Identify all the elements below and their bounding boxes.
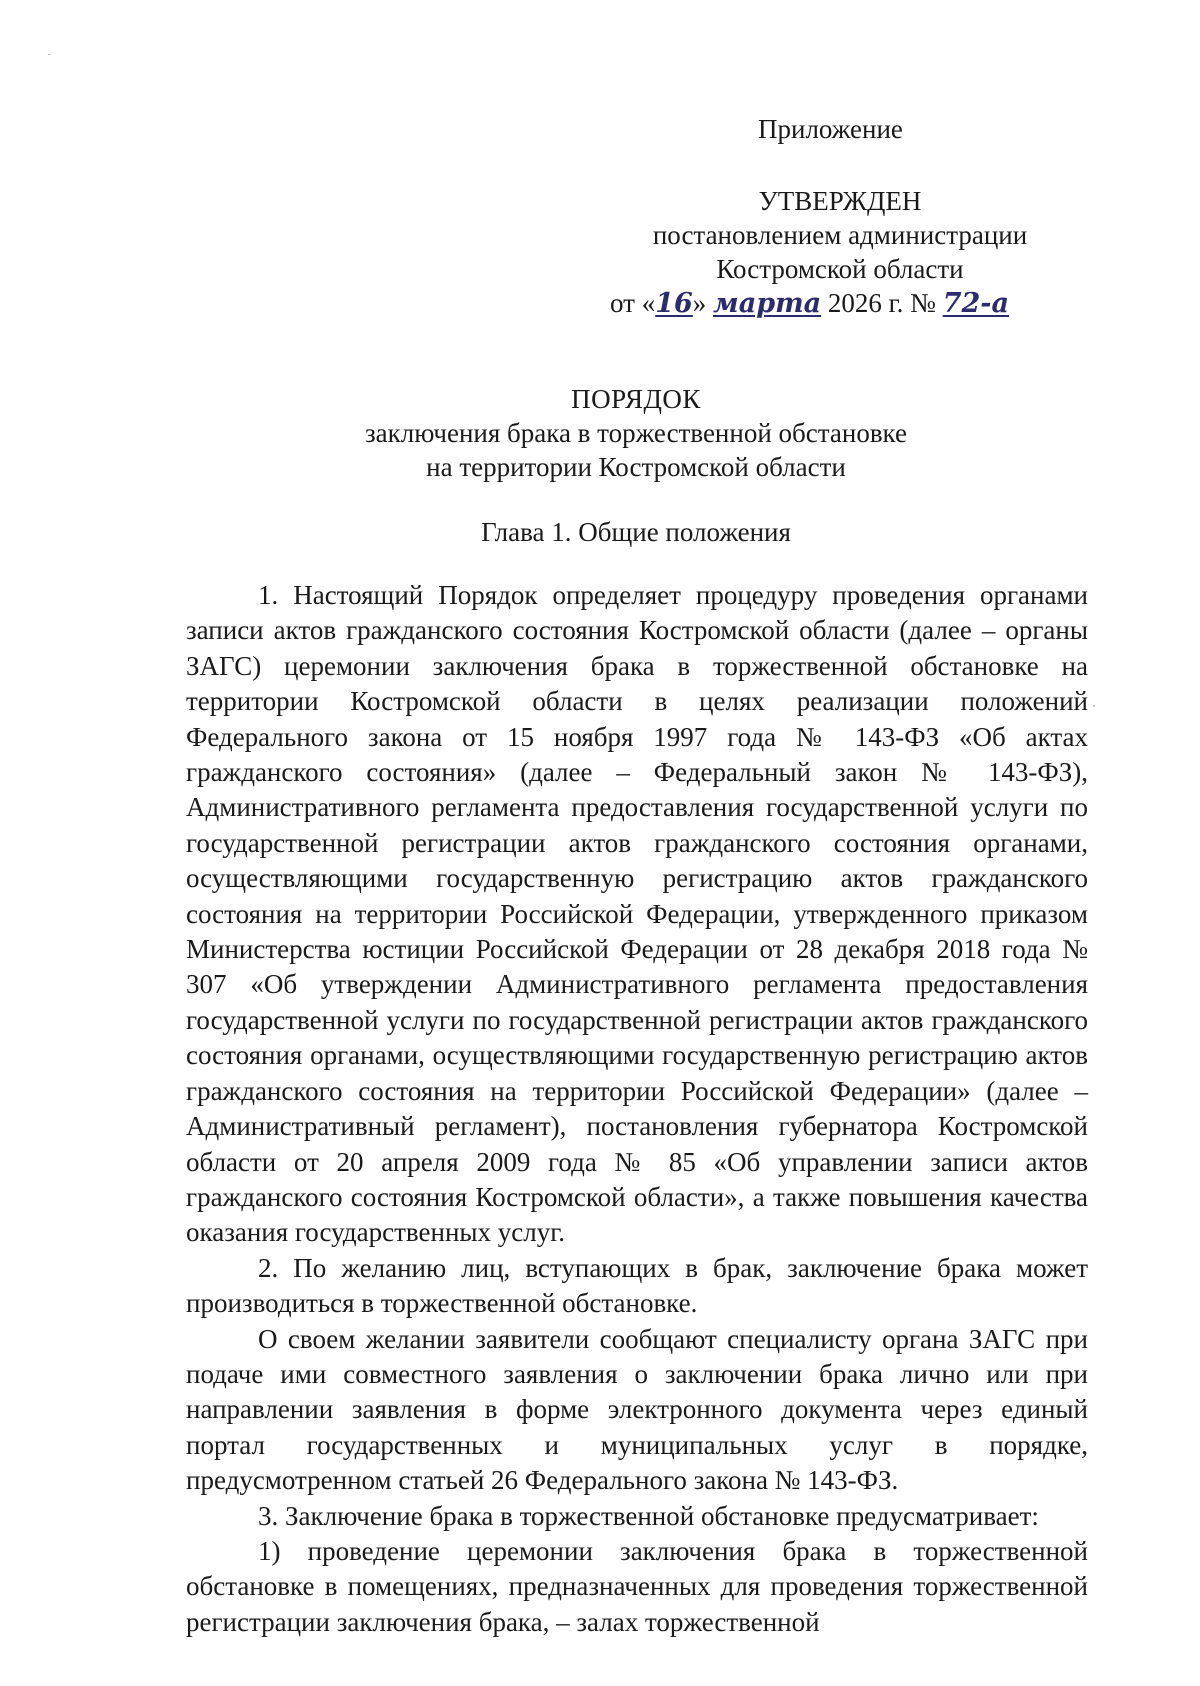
paragraph-4: 3. Заключение брака в торжественной обстановке предусматривает: <box>258 1500 1039 1531</box>
approval-block <box>600 112 1080 321</box>
handwritten-doc-number: 72-а <box>942 288 1009 319</box>
approved-by-line-2: Костромской области <box>716 254 964 284</box>
title-main: ПОРЯДОК <box>571 384 701 414</box>
paragraph-1: 1. Настоящий Порядок определяет процедуру проведения органами записи актов гражданского состояния Костромской области (далее – органы ЗАГС) церемонии заключения брака в торжественной обстановке на территории Костромской области в целях реализации положений Федерального закона от 15 ноября 1997 года № 143-ФЗ «Об актах гражданского состояния» (далее – Федеральный закон № 143-ФЗ), Административного регламента предоставления государственной услуги по государственной регистрации актов гражданского состояния органами, осуществляющими государственную регистрацию актов гражданского состояния на территории Российской Федерации, утвержденного приказом Министерства юстиции Российской Федерации от 28 декабря 2018 года № 307 «Об утверждении Административного регламента предоставления государственной услуги по государственной регистрации актов гражданского состояния органами, осуществляющими государственную регистрацию актов гражданского состояния на территории Российской Федерации» (далее – Административный регламент), постановления губернатора Костромской области от 20 апреля 2009 года № 85 «Об управлении записи актов гражданского состояния Костромской области», а также повышения качества оказания государственных услуг. <box>186 580 1088 1248</box>
scan-artifact <box>48 54 51 55</box>
date-mid: » <box>692 288 714 318</box>
title-sub-line-2: на территории Костромской области <box>426 452 846 482</box>
paragraph-5: 1) проведение церемонии заключения брака в торжественной обстановке в помещениях, предназначенных для проведения торжественной регистрации заключения брака, – залах торжественной <box>186 1535 1088 1637</box>
scan-artifact <box>1093 705 1095 707</box>
approved-label: УТВЕРЖДЕН <box>758 186 922 216</box>
paragraph-2: 2. По желанию лиц, вступающих в брак, заключение брака может производиться в торжественной обстановке. <box>186 1252 1088 1319</box>
date-prefix: от « <box>610 288 656 318</box>
body-text <box>186 578 1088 1640</box>
approval-date-line <box>610 286 1080 321</box>
paragraph-3: О своем желании заявители сообщают специалисту органа ЗАГС при подаче ими совместного заявления о заключении брака лично или при направлении заявления в форме электронного документа через единый портал государственных и муниципальных услуг в порядке, предусмотренном статьей 26 Федерального закона № 143-ФЗ. <box>186 1323 1088 1496</box>
chapter-heading: Глава 1. Общие положения <box>481 517 791 547</box>
document-title <box>186 382 1086 484</box>
approved-by-line-1: постановлением администрации <box>652 220 1028 250</box>
date-year: 2026 г. № <box>821 288 943 318</box>
spacer <box>600 146 1080 184</box>
handwritten-month: марта <box>713 288 822 319</box>
appendix-label: Приложение <box>758 114 903 144</box>
handwritten-day: 16 <box>655 288 693 319</box>
title-sub-line-1: заключения брака в торжественной обстановке <box>365 418 907 448</box>
